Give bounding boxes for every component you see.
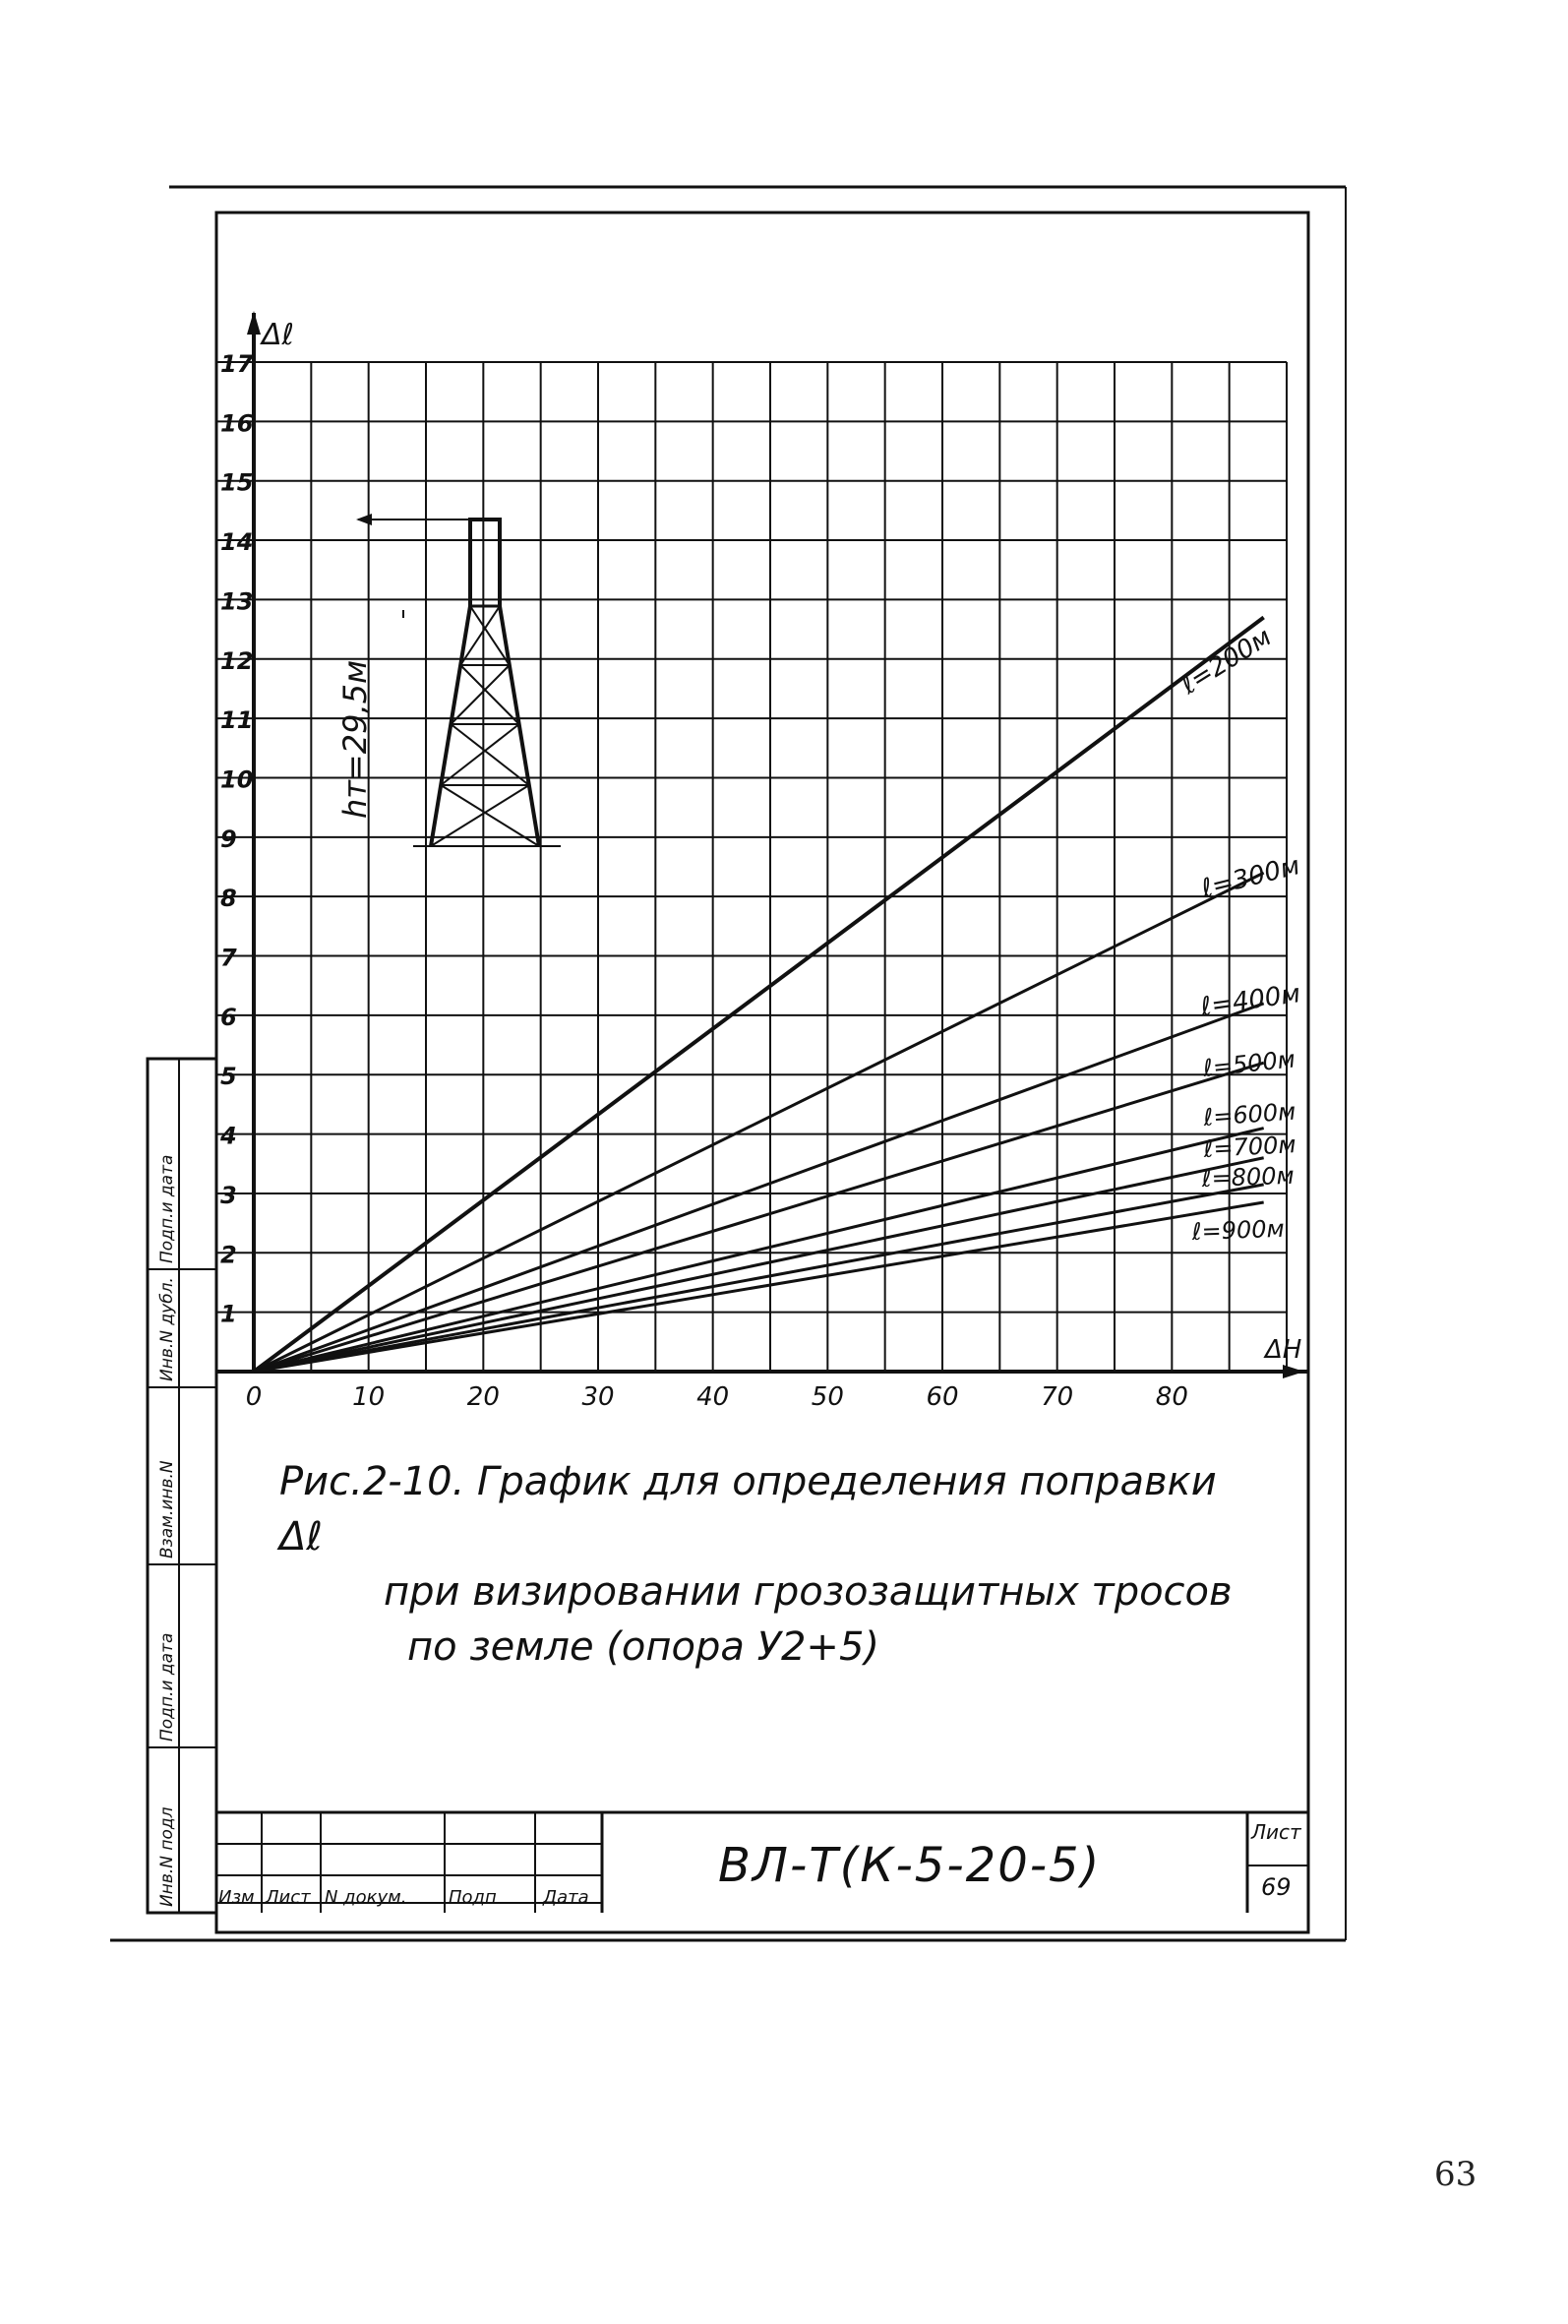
y-tick-label: 11 — [220, 706, 254, 735]
x-tick-label: 40 — [696, 1382, 730, 1412]
series-line — [254, 873, 1264, 1372]
x-tick-label: 30 — [581, 1382, 615, 1412]
x-tick-label: 20 — [466, 1382, 500, 1412]
series-label: ℓ=800м — [1201, 1161, 1296, 1193]
x-axis-arrow — [1283, 1365, 1304, 1378]
y-tick-label: 17 — [220, 350, 254, 378]
series-label: ℓ=900м — [1191, 1214, 1286, 1246]
y-tick-label: 9 — [220, 825, 237, 853]
y-tick-label: 13 — [220, 587, 254, 616]
figure-caption — [279, 1454, 1263, 1675]
series-label: ℓ=700м — [1202, 1131, 1297, 1163]
col-doc-number: N докум. — [325, 1887, 407, 1908]
y-tick-label: 5 — [220, 1063, 237, 1091]
x-tick-label: 80 — [1155, 1382, 1188, 1412]
page-number: 63 — [1434, 2155, 1478, 2194]
chart-grid — [254, 362, 1287, 1372]
caption-line-3: по земле (опора У2+5) — [407, 1624, 879, 1670]
series-line — [254, 1063, 1264, 1372]
sheet-label: Лист — [1251, 1820, 1301, 1844]
series-line — [254, 1129, 1264, 1372]
y-tick-label: 1 — [220, 1300, 237, 1328]
series-label: ℓ=200м — [1176, 622, 1278, 701]
y-tick-label: 14 — [220, 528, 254, 557]
col-date: Дата — [543, 1887, 589, 1908]
x-tick-label: 60 — [926, 1382, 959, 1412]
side-stamp-5: Подп.и дата — [157, 1154, 177, 1263]
y-tick-label: 7 — [220, 944, 237, 972]
series-line — [254, 1202, 1264, 1372]
y-tick-label: 12 — [220, 646, 254, 675]
series-label: ℓ=500м — [1201, 1045, 1297, 1082]
y-tick-label: 6 — [220, 1003, 237, 1031]
document-code: ВЛ-Т(К-5-20-5) — [718, 1838, 1102, 1893]
y-tick-label: 3 — [220, 1181, 237, 1209]
y-tick-label: 10 — [220, 765, 254, 794]
tower-sketch — [356, 514, 561, 846]
side-stamp-2: Подп.и дата — [157, 1632, 177, 1742]
col-izm: Изм — [218, 1887, 255, 1908]
col-list: Лист — [266, 1887, 311, 1908]
side-stamp-1: Инв.N подл — [157, 1806, 177, 1907]
side-stamp-3: Взам.инв.N — [157, 1460, 177, 1559]
series-line — [254, 1004, 1264, 1372]
tower-height-arrow — [356, 514, 372, 525]
caption-line-1: Рис.2-10. График для определения поправки Δℓ — [279, 1459, 1217, 1560]
chart-series — [254, 618, 1264, 1372]
y-tick-label: 16 — [220, 409, 254, 438]
tower-height-label: hт=29,5м — [336, 659, 374, 819]
tower-lattice — [451, 665, 518, 724]
tower-outline — [431, 520, 539, 846]
caption-line-2: при визировании грозозащитных тросов — [384, 1569, 1233, 1615]
x-axis-title: ΔH — [1265, 1335, 1302, 1365]
y-axis-title: Δℓ — [262, 318, 294, 352]
y-tick-label: 8 — [220, 885, 237, 913]
series-label: ℓ=600м — [1202, 1097, 1297, 1131]
sheet-number: 69 — [1261, 1873, 1292, 1901]
x-tick-label: 10 — [352, 1382, 386, 1412]
y-tick-label: 15 — [220, 468, 254, 497]
series-line — [254, 1158, 1264, 1372]
series-line — [254, 618, 1264, 1372]
x-tick-label: 50 — [811, 1382, 844, 1412]
tower-lattice — [441, 724, 529, 785]
series-label: ℓ=400м — [1198, 979, 1302, 1022]
y-tick-label: 4 — [220, 1122, 237, 1150]
x-tick-label: 70 — [1041, 1382, 1074, 1412]
side-stamp-4: Инв.N дубл. — [157, 1277, 177, 1381]
series-label: ℓ=300м — [1198, 851, 1303, 904]
y-tick-label: 2 — [220, 1241, 237, 1269]
series-line — [254, 1185, 1264, 1372]
col-signature: Подп — [449, 1887, 497, 1908]
y-axis-arrow — [247, 311, 261, 335]
chart-axes — [216, 311, 1308, 1378]
x-tick-label: 0 — [245, 1382, 263, 1412]
